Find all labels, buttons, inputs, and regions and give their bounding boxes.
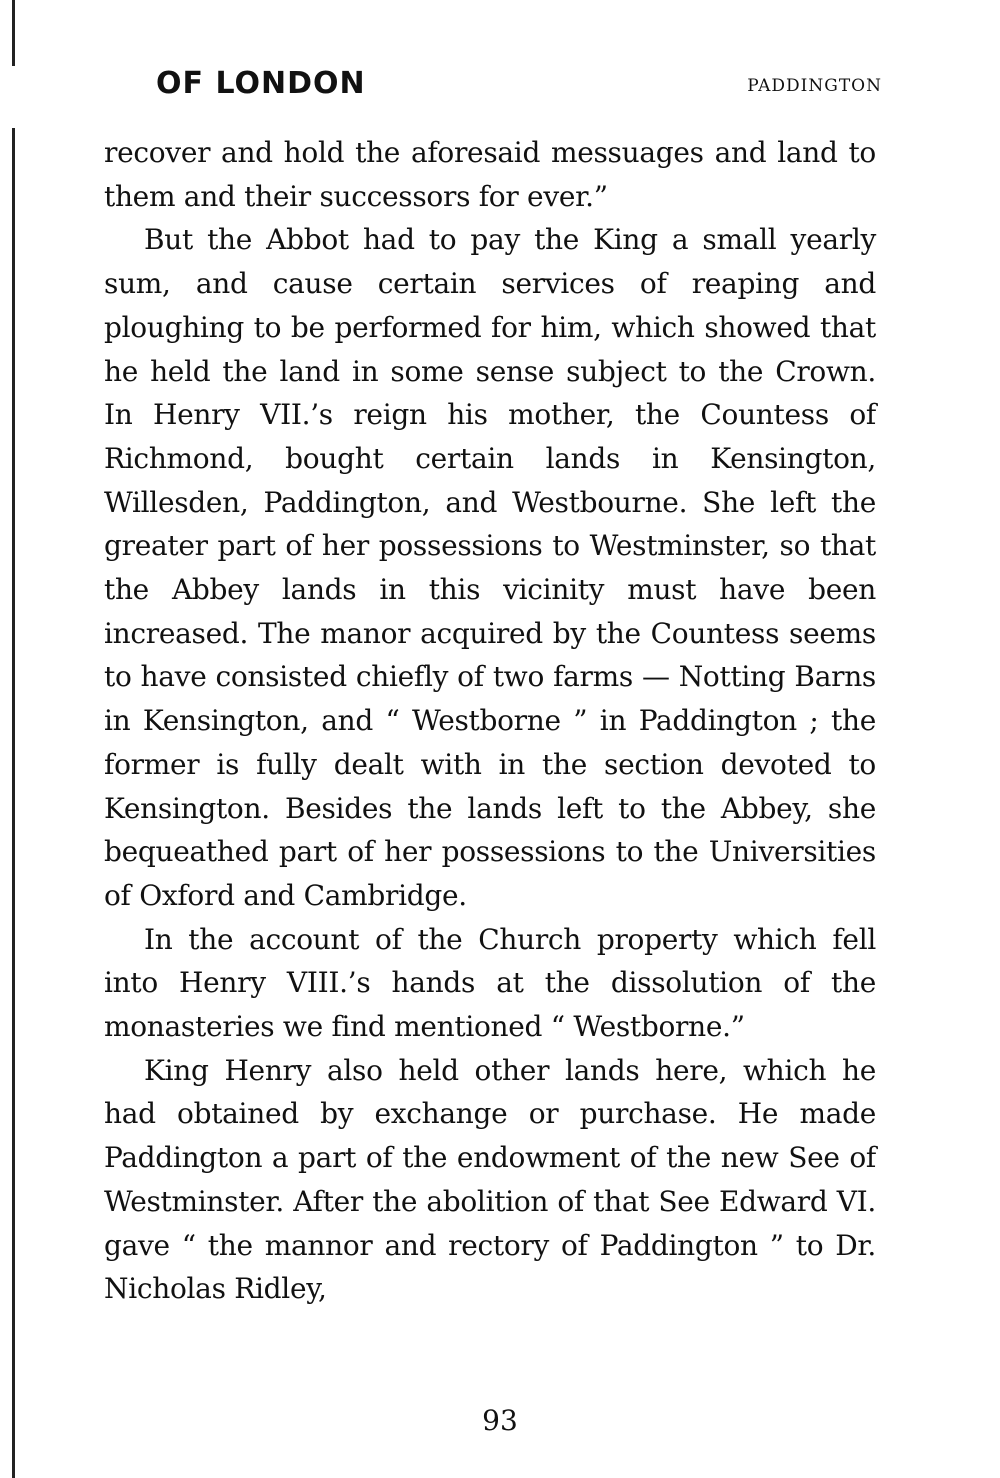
header-title: OF LONDON — [156, 66, 366, 101]
paragraph-abbot: But the Abbot had to pay the King a small yearly sum, and cause certain services of reaping and ploughing to be performed for him, which showed that he held the land in some sense subject to the Crown. In Henry VII.’s reign his mother, the Countess of Richmond, bought certain lands in Kensington, Willesden, Paddington, and Westbourne. She left the greater part of her possessions to Westminster, so that the Abbey lands in this vicinity must have been increased. The manor acquired by the Countess seems to have consisted chiefly of two farms — Notting Barns in Kensington, and “ Westborne ” in Paddington ; the former is fully dealt with in the section devoted to Kensington. Besides the lands left to the Abbey, she bequeathed part of her possessions to the Universities of Oxford and Cambridge. — [104, 223, 876, 912]
body-text — [104, 131, 876, 1311]
paragraph-church-property: In the account of the Church property which fell into Henry VIII.’s hands at the dissolution of the monasteries we find mentioned “ Westborne.” — [104, 922, 876, 1044]
page-edge-line — [12, 128, 15, 1478]
paragraph-continuation: recover and hold the aforesaid messuages and land to them and their successors for ever.” — [104, 136, 876, 213]
header-section: PADDINGTON — [747, 76, 882, 96]
page-number: 93 — [482, 1404, 518, 1437]
paragraph-king-henry: King Henry also held other lands here, which he had obtained by exchange or purchase. He made Paddington a part of the endowment of the new See of Westminster. After the abolition of that See Edward VI. gave “ the mannor and rectory of Paddington ” to Dr. Nicholas Ridley, — [104, 1053, 876, 1306]
page-edge-line-top — [12, 0, 15, 66]
running-header — [156, 66, 882, 106]
